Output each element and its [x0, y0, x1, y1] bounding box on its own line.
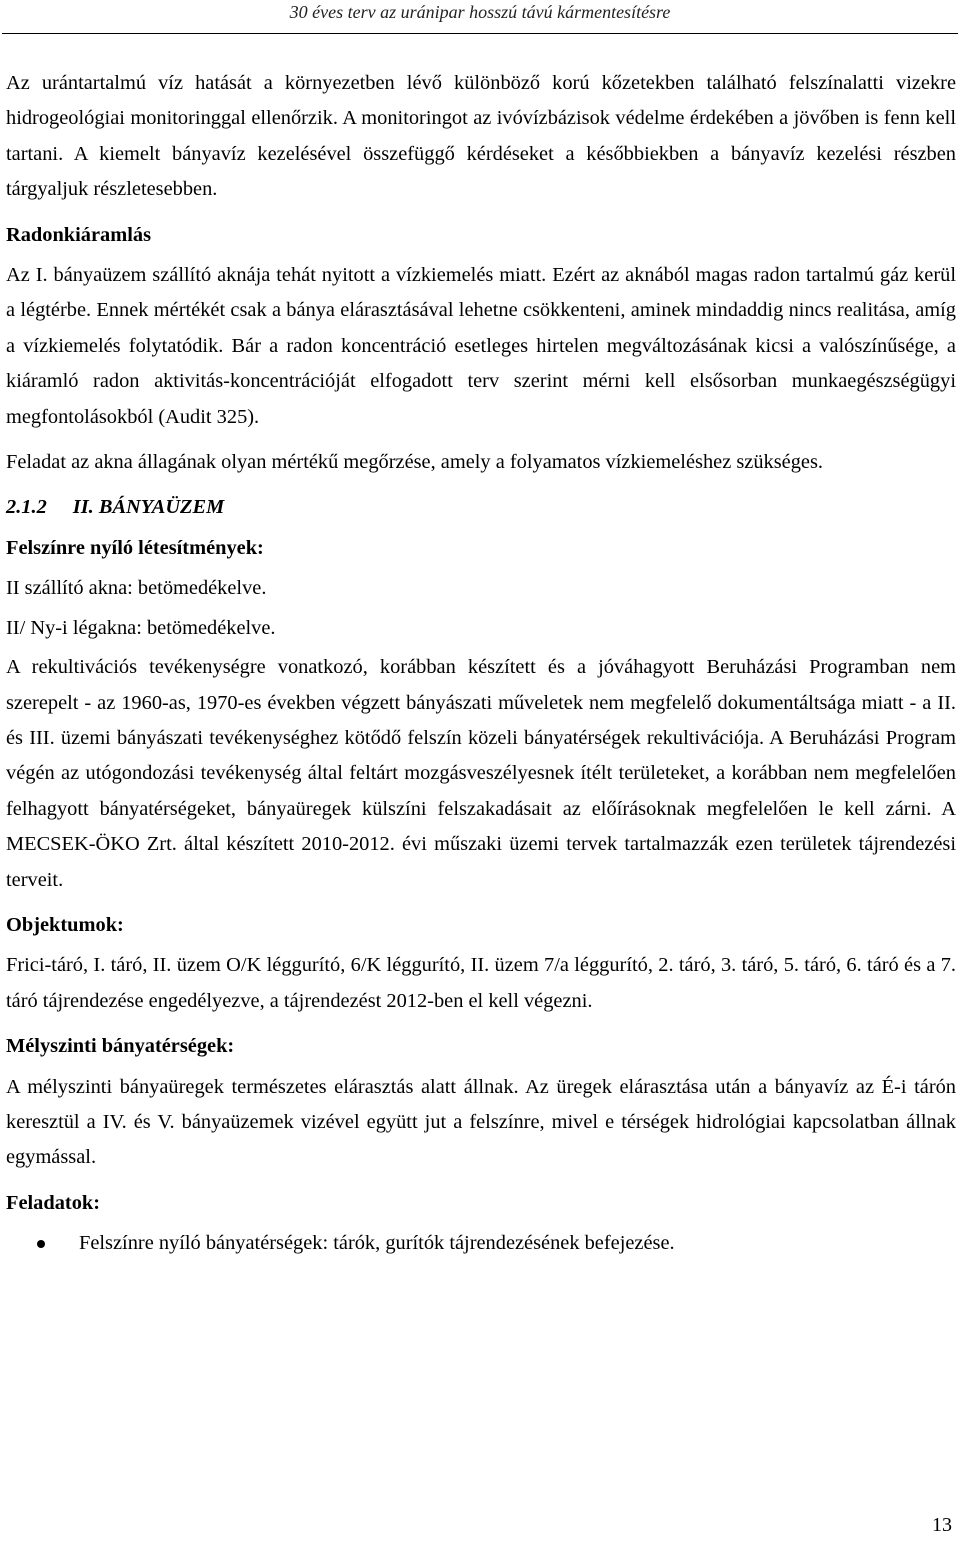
tasks-heading: Feladatok: [6, 1191, 101, 1214]
radon-paragraph: Az I. bányaüzem szállító aknája tehát nyitott a vízkiemelés miatt. Ezért az aknából magas radon tartalmú gáz kerül a légtérbe. Ennek mértékét csak a bánya elárasztásával lehetne csökkenteni, aminek mindaddig nincs realitása, amíg a vízkiemelés folytatódik. Bár a radon koncentráció esetleges hirtelen megváltozásának kicsi a valószínűsége, a kiáramló radon aktivitás-koncentrációját elfogadott terv szerint mérni kell elsősorban munkaegészségügyi megfontolásokból (Audit 325). [6, 264, 956, 428]
section-heading [6, 490, 956, 525]
radon-heading: Radonkiáramlás [6, 223, 152, 246]
surface-facilities-heading: Felszínre nyíló létesítmények: [6, 536, 264, 559]
tasks-list [6, 1226, 956, 1261]
running-header: 30 éves terv az uránipar hosszú távú kármentesítésre [289, 2, 671, 22]
section-title: II. BÁNYAÜZEM [72, 496, 225, 519]
radon-task-paragraph: Feladat az akna állagának olyan mértékű megőrzése, amely a folyamatos vízkiemeléshez szükséges. [6, 451, 823, 474]
deep-level-heading: Mélyszinti bányatérségek: [6, 1035, 235, 1058]
section-number: 2.1.2 [6, 496, 47, 519]
surface-facility-item: II/ Ny-i légakna: betömedékelve. [6, 616, 276, 639]
objects-heading: Objektumok: [6, 913, 124, 936]
intro-paragraph: Az urántartalmú víz hatását a környezetben lévő különböző korú kőzetekben található felszínalatti vizekre hidrogeológiai monitoringgal ellenőrzik. A monitoringot az ivóvízbázisok védelme érdekében a jövőben is fenn kell tartani. A kiemelt bányavíz kezelésével összefüggő kérdéseket a későbbiekben a bányavíz kezelési részben tárgyaljuk részletesebben. [6, 72, 956, 201]
task-text: Felszínre nyíló bányatérségek: tárók, gurítók tájrendezésének befejezése. [79, 1232, 675, 1255]
recultivation-paragraph: A rekultivációs tevékenységre vonatkozó, korábban készített és a jóváhagyott Beruházási Programban nem szerepelt - az 1960-as, 1970-es években végzett bányászati műveletek nem megfelelő dokumentáltsága miatt - a II. és III. üzemi bányászati tevékenységhez kötődő felszín közeli bányatérségek rekultivációja. A Beruházási Program végén az utógondozási tevékenység által feltárt mozgásveszélyesnek ítélt területeket, a korábban nem megfelelően felhagyott bányatérségeket, bányaüregek külszíni felszakadásait az előírásoknak megfelelően le kell zárni. A MECSEK-ÖKO Zrt. által készített 2010-2012. évi műszaki üzemi tervek tartalmazzák ezen területek tájrendezési terveit. [6, 656, 956, 891]
bullet-icon [37, 1240, 45, 1248]
list-item [6, 1226, 956, 1261]
header-divider [2, 33, 958, 34]
surface-facility-item: II szállító akna: betömedékelve. [6, 577, 267, 600]
objects-paragraph: Frici-táró, I. táró, II. üzem O/K léggurító, 6/K léggurító, II. üzem 7/a léggurító, 2. táró, 3. táró, 5. táró, 6. táró és a 7. táró tájrendezése engedélyezve, a tájrendezést 2012-ben el kell végezni. [6, 954, 956, 1012]
page-number: 13 [932, 1514, 952, 1536]
page-content [6, 66, 956, 1262]
deep-level-paragraph: A mélyszinti bányaüregek természetes elárasztás alatt állnak. Az üregek elárasztása után a bányavíz az É-i tárón keresztül a IV. és V. bányaüzemek vizével együtt jut a felszínre, mivel e térségek hidrológiai kapcsolatban állnak egymással. [6, 1075, 956, 1169]
